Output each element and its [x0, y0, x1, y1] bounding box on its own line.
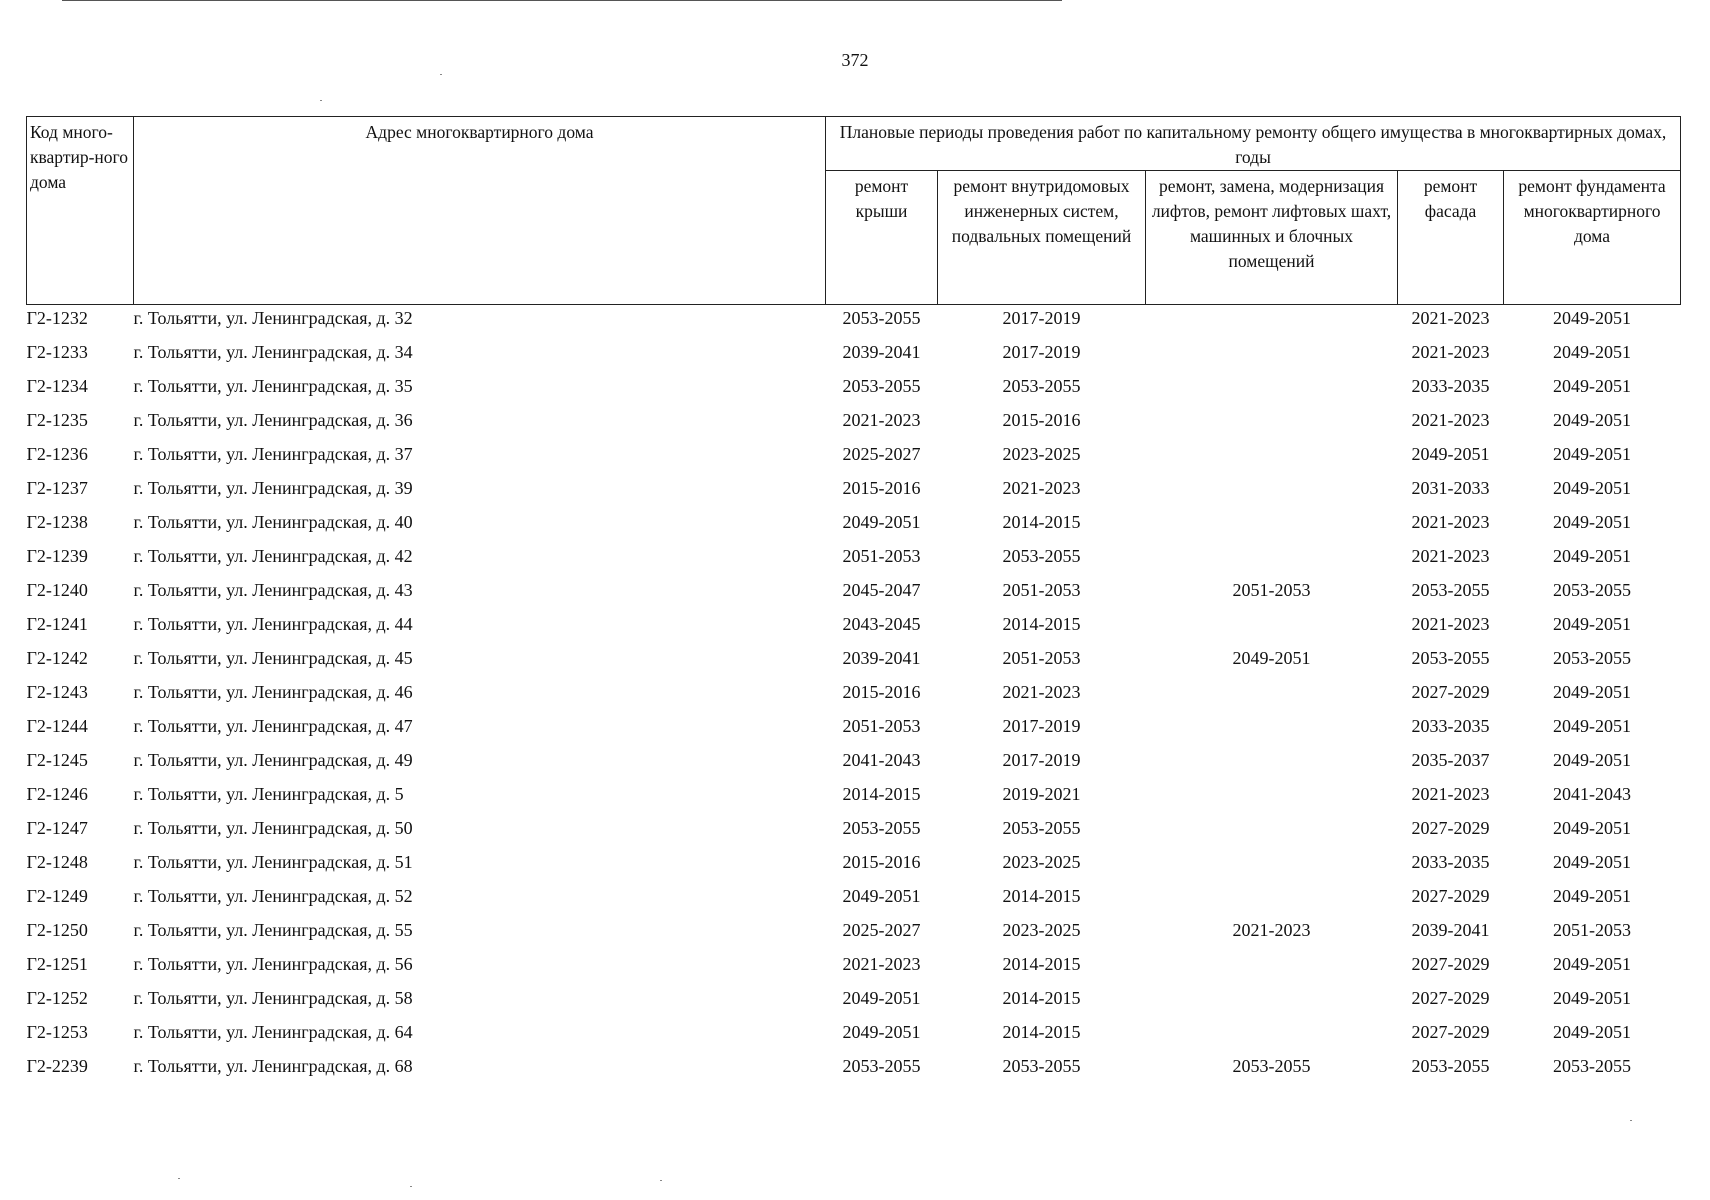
cell-roof: 2053-2055 [842, 1056, 921, 1076]
cell-code: Г2-1247 [26, 818, 88, 838]
table-row [27, 509, 1681, 543]
table-row [27, 985, 1681, 1019]
cell-facade: 2021-2023 [1411, 546, 1490, 566]
cell-roof: 2014-2015 [842, 784, 921, 804]
cell-foundation: 2049-2051 [1553, 886, 1632, 906]
cell-facade: 2021-2023 [1411, 784, 1490, 804]
scan-speck [410, 1186, 412, 1187]
cell-facade: 2021-2023 [1411, 614, 1490, 634]
cell-facade: 2021-2023 [1411, 512, 1490, 532]
cell-roof: 2043-2045 [842, 614, 921, 634]
cell-code: Г2-1242 [26, 648, 88, 668]
cell-roof: 2041-2043 [842, 750, 921, 770]
cell-elevators [1146, 849, 1398, 883]
table-body [27, 305, 1681, 1088]
cell-elevators [1146, 883, 1398, 917]
cell-foundation: 2049-2051 [1553, 546, 1632, 566]
cell-code: Г2-1244 [26, 716, 88, 736]
cell-roof: 2049-2051 [842, 988, 921, 1008]
cell-code: Г2-1243 [26, 682, 88, 702]
cell-elevators: 2051-2053 [1232, 580, 1311, 600]
cell-facade: 2027-2029 [1411, 1022, 1490, 1042]
cell-facade: 2035-2037 [1411, 750, 1490, 770]
cell-address: г. Тольятти, ул. Ленинградская, д. 50 [133, 818, 413, 838]
table-row [27, 679, 1681, 713]
column-header-engineering: ремонт внутридомовых инженерных систем, подвальных помещений [938, 171, 1146, 305]
table-row [27, 1019, 1681, 1053]
cell-roof: 2051-2053 [842, 716, 921, 736]
cell-foundation: 2049-2051 [1553, 1022, 1632, 1042]
cell-elevators: 2049-2051 [1232, 648, 1311, 668]
cell-address: г. Тольятти, ул. Ленинградская, д. 46 [133, 682, 413, 702]
cell-address: г. Тольятти, ул. Ленинградская, д. 34 [133, 342, 413, 362]
cell-address: г. Тольятти, ул. Ленинградская, д. 43 [133, 580, 413, 600]
scan-speck [660, 1180, 662, 1181]
cell-code: Г2-1238 [26, 512, 88, 532]
cell-roof: 2051-2053 [842, 546, 921, 566]
cell-facade: 2027-2029 [1411, 954, 1490, 974]
table-row [27, 543, 1681, 577]
cell-foundation: 2049-2051 [1553, 512, 1632, 532]
table-row [27, 611, 1681, 645]
cell-code: Г2-1249 [26, 886, 88, 906]
cell-elevators [1146, 407, 1398, 441]
column-header-facade: ремонт фасада [1398, 171, 1504, 305]
table-row [27, 815, 1681, 849]
cell-roof: 2039-2041 [842, 342, 921, 362]
column-header-address: Адрес многоквартирного дома [134, 117, 826, 305]
cell-foundation: 2049-2051 [1553, 954, 1632, 974]
table-row [27, 781, 1681, 815]
cell-code: Г2-1232 [26, 308, 88, 328]
cell-elevators: 2053-2055 [1232, 1056, 1311, 1076]
capital-repair-table-sheet [26, 116, 1680, 1087]
cell-code: Г2-1253 [26, 1022, 88, 1042]
table-header [27, 117, 1681, 305]
cell-facade: 2031-2033 [1411, 478, 1490, 498]
cell-roof: 2039-2041 [842, 648, 921, 668]
cell-foundation: 2041-2043 [1553, 784, 1632, 804]
table-row [27, 577, 1681, 611]
cell-elevators [1146, 1019, 1398, 1053]
cell-foundation: 2049-2051 [1553, 342, 1632, 362]
cell-facade: 2021-2023 [1411, 410, 1490, 430]
cell-facade: 2033-2035 [1411, 716, 1490, 736]
cell-elevators [1146, 713, 1398, 747]
cell-code: Г2-1250 [26, 920, 88, 940]
cell-foundation: 2049-2051 [1553, 614, 1632, 634]
cell-foundation: 2051-2053 [1553, 920, 1632, 940]
cell-roof: 2015-2016 [842, 478, 921, 498]
cell-address: г. Тольятти, ул. Ленинградская, д. 44 [133, 614, 413, 634]
cell-foundation: 2053-2055 [1553, 580, 1632, 600]
cell-elevators [1146, 441, 1398, 475]
cell-code: Г2-1234 [26, 376, 88, 396]
cell-engineering: 2014-2015 [1002, 954, 1081, 974]
cell-foundation: 2049-2051 [1553, 444, 1632, 464]
cell-elevators [1146, 781, 1398, 815]
scan-speck [440, 74, 442, 75]
cell-engineering: 2053-2055 [1002, 546, 1081, 566]
table-row [27, 305, 1681, 340]
cell-engineering: 2021-2023 [1002, 682, 1081, 702]
cell-address: г. Тольятти, ул. Ленинградская, д. 49 [133, 750, 413, 770]
cell-foundation: 2049-2051 [1553, 716, 1632, 736]
cell-elevators [1146, 509, 1398, 543]
cell-foundation: 2049-2051 [1553, 818, 1632, 838]
cell-code: Г2-1237 [26, 478, 88, 498]
cell-address: г. Тольятти, ул. Ленинградская, д. 5 [133, 784, 404, 804]
cell-address: г. Тольятти, ул. Ленинградская, д. 64 [133, 1022, 413, 1042]
cell-foundation: 2053-2055 [1553, 1056, 1632, 1076]
column-header-code: Код много-квартир-ного дома [27, 117, 134, 305]
cell-elevators [1146, 475, 1398, 509]
cell-elevators [1146, 951, 1398, 985]
cell-engineering: 2014-2015 [1002, 614, 1081, 634]
cell-engineering: 2021-2023 [1002, 478, 1081, 498]
cell-facade: 2039-2041 [1411, 920, 1490, 940]
table-row [27, 917, 1681, 951]
cell-facade: 2033-2035 [1411, 852, 1490, 872]
cell-facade: 2027-2029 [1411, 988, 1490, 1008]
cell-roof: 2025-2027 [842, 920, 921, 940]
cell-facade: 2033-2035 [1411, 376, 1490, 396]
cell-engineering: 2019-2021 [1002, 784, 1081, 804]
cell-code: Г2-1236 [26, 444, 88, 464]
cell-foundation: 2049-2051 [1553, 478, 1632, 498]
table-row [27, 645, 1681, 679]
cell-elevators [1146, 305, 1398, 340]
column-header-periods-group: Плановые периоды проведения работ по капитальному ремонту общего имущества в многоквартирных домах, годы [826, 117, 1681, 171]
cell-engineering: 2014-2015 [1002, 988, 1081, 1008]
cell-roof: 2045-2047 [842, 580, 921, 600]
cell-foundation: 2049-2051 [1553, 988, 1632, 1008]
cell-roof: 2025-2027 [842, 444, 921, 464]
column-header-roof: ремонт крыши [826, 171, 938, 305]
column-header-foundation: ремонт фундамента многоквартирного дома [1504, 171, 1681, 305]
cell-facade: 2053-2055 [1411, 1056, 1490, 1076]
cell-elevators: 2021-2023 [1232, 920, 1311, 940]
cell-engineering: 2023-2025 [1002, 444, 1081, 464]
cell-roof: 2021-2023 [842, 954, 921, 974]
cell-code: Г2-1246 [26, 784, 88, 804]
cell-facade: 2027-2029 [1411, 818, 1490, 838]
cell-address: г. Тольятти, ул. Ленинградская, д. 35 [133, 376, 413, 396]
cell-engineering: 2014-2015 [1002, 512, 1081, 532]
cell-foundation: 2049-2051 [1553, 682, 1632, 702]
cell-facade: 2021-2023 [1411, 308, 1490, 328]
cell-code: Г2-1252 [26, 988, 88, 1008]
table-row [27, 883, 1681, 917]
cell-facade: 2027-2029 [1411, 886, 1490, 906]
cell-code: Г2-2239 [26, 1056, 88, 1076]
cell-facade: 2053-2055 [1411, 648, 1490, 668]
cell-engineering: 2053-2055 [1002, 376, 1081, 396]
table-row [27, 441, 1681, 475]
cell-code: Г2-1251 [26, 954, 88, 974]
cell-roof: 2021-2023 [842, 410, 921, 430]
cell-engineering: 2014-2015 [1002, 1022, 1081, 1042]
scan-speck [178, 1178, 180, 1179]
cell-engineering: 2015-2016 [1002, 410, 1081, 430]
table-row [27, 373, 1681, 407]
cell-code: Г2-1233 [26, 342, 88, 362]
cell-facade: 2027-2029 [1411, 682, 1490, 702]
cell-engineering: 2017-2019 [1002, 750, 1081, 770]
cell-facade: 2021-2023 [1411, 342, 1490, 362]
cell-code: Г2-1240 [26, 580, 88, 600]
cell-roof: 2015-2016 [842, 682, 921, 702]
cell-elevators [1146, 611, 1398, 645]
table-row [27, 747, 1681, 781]
cell-code: Г2-1239 [26, 546, 88, 566]
cell-foundation: 2049-2051 [1553, 376, 1632, 396]
cell-address: г. Тольятти, ул. Ленинградская, д. 37 [133, 444, 413, 464]
cell-foundation: 2049-2051 [1553, 750, 1632, 770]
cell-elevators [1146, 815, 1398, 849]
cell-elevators [1146, 747, 1398, 781]
cell-engineering: 2014-2015 [1002, 886, 1081, 906]
table-row [27, 849, 1681, 883]
cell-elevators [1146, 543, 1398, 577]
cell-engineering: 2053-2055 [1002, 818, 1081, 838]
table-row [27, 1053, 1681, 1087]
cell-foundation: 2049-2051 [1553, 410, 1632, 430]
cell-foundation: 2049-2051 [1553, 852, 1632, 872]
cell-address: г. Тольятти, ул. Ленинградская, д. 42 [133, 546, 413, 566]
cell-roof: 2015-2016 [842, 852, 921, 872]
cell-address: г. Тольятти, ул. Ленинградская, д. 68 [133, 1056, 413, 1076]
cell-elevators [1146, 679, 1398, 713]
cell-roof: 2053-2055 [842, 308, 921, 328]
cell-engineering: 2053-2055 [1002, 1056, 1081, 1076]
cell-roof: 2049-2051 [842, 1022, 921, 1042]
cell-address: г. Тольятти, ул. Ленинградская, д. 32 [133, 308, 413, 328]
capital-repair-table [26, 116, 1681, 1087]
cell-code: Г2-1248 [26, 852, 88, 872]
cell-facade: 2049-2051 [1411, 444, 1490, 464]
cell-address: г. Тольятти, ул. Ленинградская, д. 51 [133, 852, 413, 872]
column-header-elevators: ремонт, замена, модернизация лифтов, ремонт лифтовых шахт, машинных и блочных помещений [1146, 171, 1398, 305]
top-rule [62, 0, 1062, 1]
cell-address: г. Тольятти, ул. Ленинградская, д. 56 [133, 954, 413, 974]
cell-elevators [1146, 985, 1398, 1019]
cell-roof: 2053-2055 [842, 376, 921, 396]
cell-engineering: 2017-2019 [1002, 716, 1081, 736]
cell-address: г. Тольятти, ул. Ленинградская, д. 52 [133, 886, 413, 906]
cell-engineering: 2023-2025 [1002, 920, 1081, 940]
cell-engineering: 2017-2019 [1002, 308, 1081, 328]
cell-engineering: 2051-2053 [1002, 648, 1081, 668]
cell-foundation: 2053-2055 [1553, 648, 1632, 668]
page-number: 372 [841, 50, 869, 70]
table-row [27, 475, 1681, 509]
cell-foundation: 2049-2051 [1553, 308, 1632, 328]
cell-engineering: 2051-2053 [1002, 580, 1081, 600]
table-row [27, 407, 1681, 441]
cell-address: г. Тольятти, ул. Ленинградская, д. 47 [133, 716, 413, 736]
table-row [27, 951, 1681, 985]
table-row [27, 713, 1681, 747]
cell-address: г. Тольятти, ул. Ленинградская, д. 36 [133, 410, 413, 430]
cell-engineering: 2023-2025 [1002, 852, 1081, 872]
cell-facade: 2053-2055 [1411, 580, 1490, 600]
cell-roof: 2049-2051 [842, 886, 921, 906]
cell-address: г. Тольятти, ул. Ленинградская, д. 55 [133, 920, 413, 940]
cell-address: г. Тольятти, ул. Ленинградская, д. 40 [133, 512, 413, 532]
cell-address: г. Тольятти, ул. Ленинградская, д. 39 [133, 478, 413, 498]
cell-code: Г2-1245 [26, 750, 88, 770]
table-row [27, 339, 1681, 373]
cell-address: г. Тольятти, ул. Ленинградская, д. 45 [133, 648, 413, 668]
scan-speck [1630, 1120, 1632, 1121]
cell-address: г. Тольятти, ул. Ленинградская, д. 58 [133, 988, 413, 1008]
cell-roof: 2053-2055 [842, 818, 921, 838]
cell-elevators [1146, 339, 1398, 373]
cell-elevators [1146, 373, 1398, 407]
scan-speck [320, 100, 322, 101]
cell-code: Г2-1241 [26, 614, 88, 634]
cell-engineering: 2017-2019 [1002, 342, 1081, 362]
cell-roof: 2049-2051 [842, 512, 921, 532]
cell-code: Г2-1235 [26, 410, 88, 430]
